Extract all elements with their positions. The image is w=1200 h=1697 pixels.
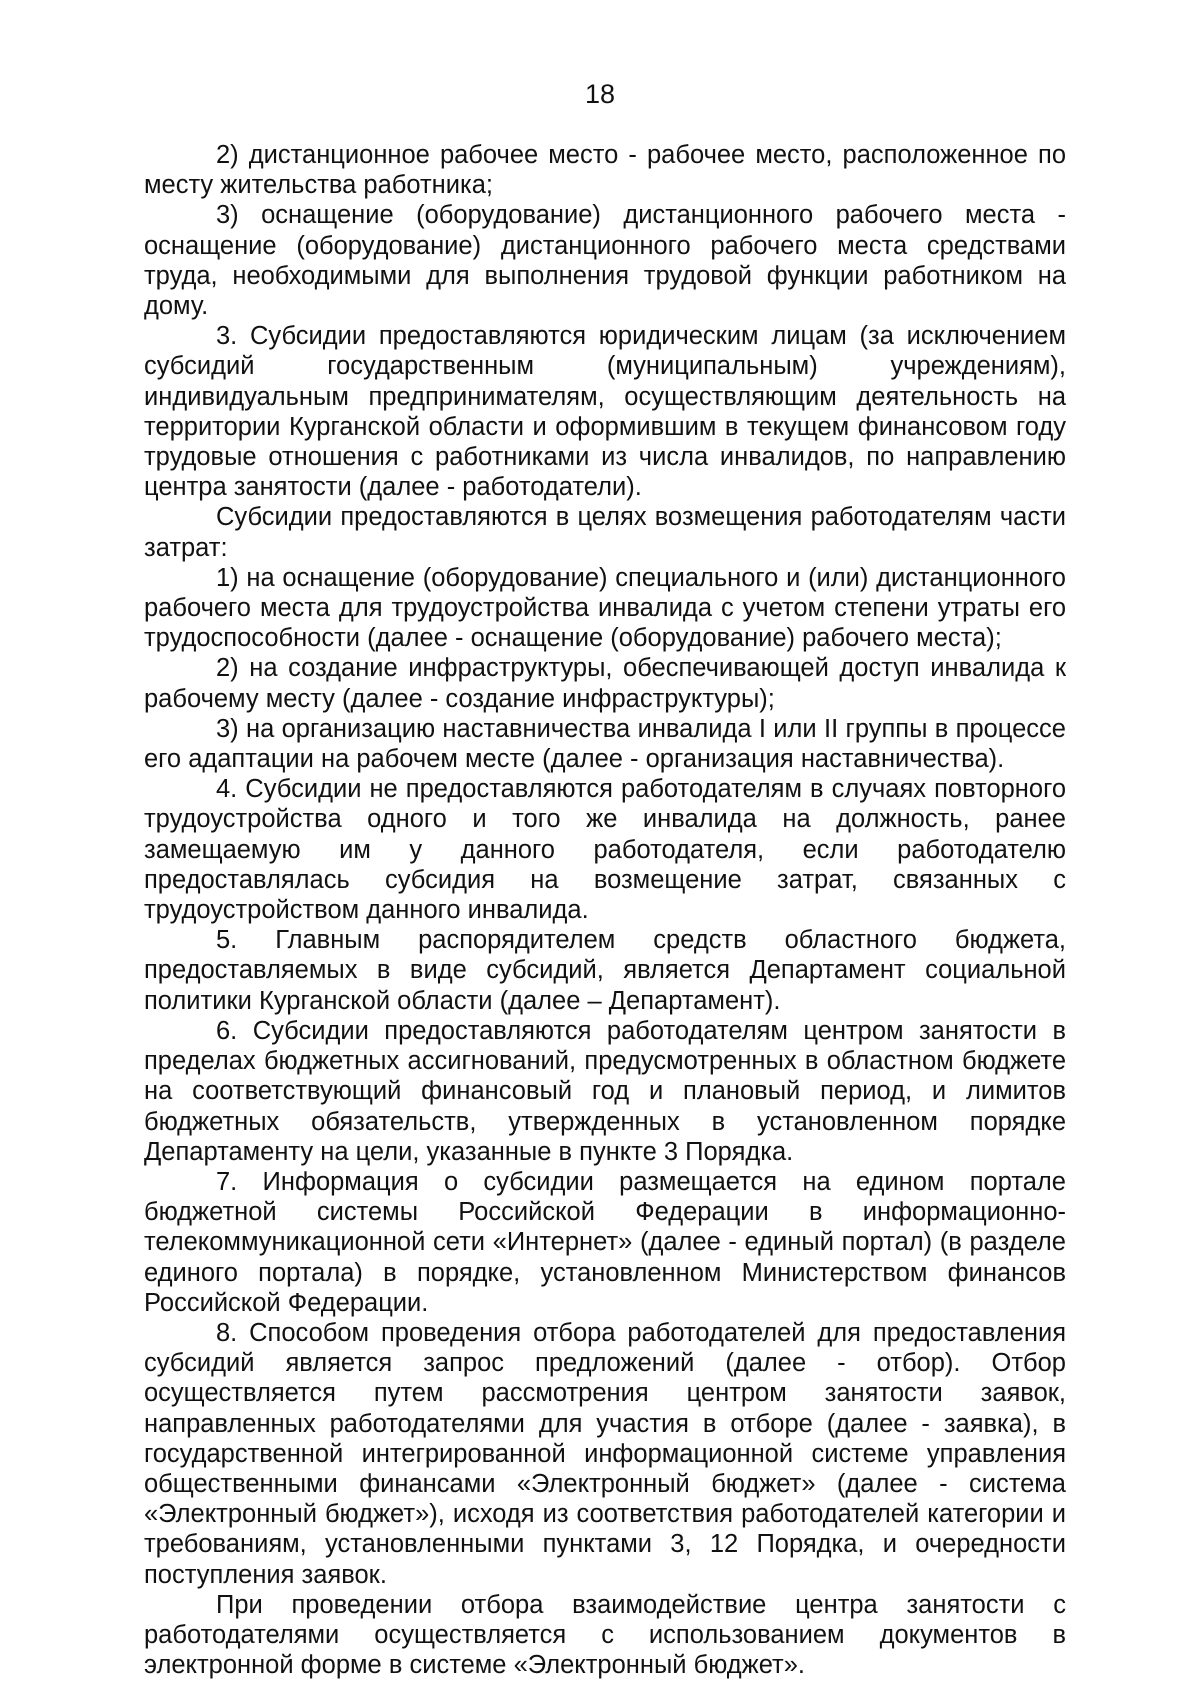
paragraph-item-7: 7. Информация о субсидии размещается на едином портале бюджетной системы Российской Федерации в информационно-телекоммуникационной сети «Интернет» (далее - единый портал) (в разделе единого портала) в порядке, установленном Министерством финансов Российской Федерации. — [144, 1167, 1066, 1317]
paragraph-item-8: 8. Способом проведения отбора работодателей для предоставления субсидий является запрос предложений (далее - отбор). Отбор осуществляется путем рассмотрения центром занятости заявок, направленных работодателями для участия в отборе (далее - заявка), в государственной интегрированной информационной системе управления общественными финансами «Электронный бюджет» (далее - система «Электронный бюджет»), исходя из соответствия работодателей категории и требованиям, установленными пунктами 3, 12 Порядка, и очередности поступления заявок. — [144, 1318, 1066, 1589]
paragraph-item-5: 5. Главным распорядителем средств областного бюджета, предоставляемых в виде субсидий, является Департамент социальной политики Курганской области (далее – Департамент). — [144, 926, 1066, 1015]
paragraph-purpose-2: 2) на создание инфраструктуры, обеспечивающей доступ инвалида к рабочему месту (далее - создание инфраструктуры); — [144, 654, 1066, 713]
paragraph-item-6: 6. Субсидии предоставляются работодателям центром занятости в пределах бюджетных ассигнований, предусмотренных в областном бюджете на соответствующий финансовый год и плановый период, и лимитов бюджетных обязательств, утвержденных в установленном порядке Департаменту на цели, указанные в пункте 3 Порядка. — [144, 1016, 1066, 1166]
paragraph-item-3: 3. Субсидии предоставляются юридическим лицам (за исключением субсидий государственным (муниципальным) учреждениям), индивидуальным предпринимателям, осуществляющим деятельность на территории Курганской области и оформившим в текущем финансовом году трудовые отношения с работниками из числа инвалидов, по направлению центра занятости (далее - работодатели). — [144, 322, 1066, 502]
document-body — [144, 140, 1066, 1680]
paragraph-purpose: Субсидии предоставляются в целях возмещения работодателям части затрат: — [144, 503, 1066, 562]
paragraph-item-4: 4. Субсидии не предоставляются работодателям в случаях повторного трудоустройства одного и того же инвалида на должность, ранее замещаемую им у данного работодателя, если работодателю предоставлялась субсидия на возмещение затрат, связанных с трудоустройством данного инвалида. — [144, 775, 1066, 925]
paragraph-selection-interaction: При проведении отбора взаимодействие центра занятости с работодателями осуществляется с использованием документов в электронной форме в системе «Электронный бюджет». — [144, 1590, 1066, 1680]
paragraph-purpose-1: 1) на оснащение (оборудование) специального и (или) дистанционного рабочего места для трудоустройства инвалида с учетом степени утраты его трудоспособности (далее - оснащение (оборудование) рабочего места); — [144, 563, 1066, 653]
paragraph-purpose-3: 3) на организацию наставничества инвалида I или II группы в процессе его адаптации на рабочем месте (далее - организация наставничества). — [144, 714, 1066, 774]
page-number: 18 — [584, 79, 616, 109]
paragraph-remote-workplace: 2) дистанционное рабочее место - рабочее место, расположенное по месту жительства работника; — [144, 141, 1066, 200]
paragraph-remote-equipment: 3) оснащение (оборудование) дистанционного рабочего места - оснащение (оборудование) дистанционного рабочего места средствами труда, необходимыми для выполнения трудовой функции работником на дому. — [144, 201, 1066, 321]
